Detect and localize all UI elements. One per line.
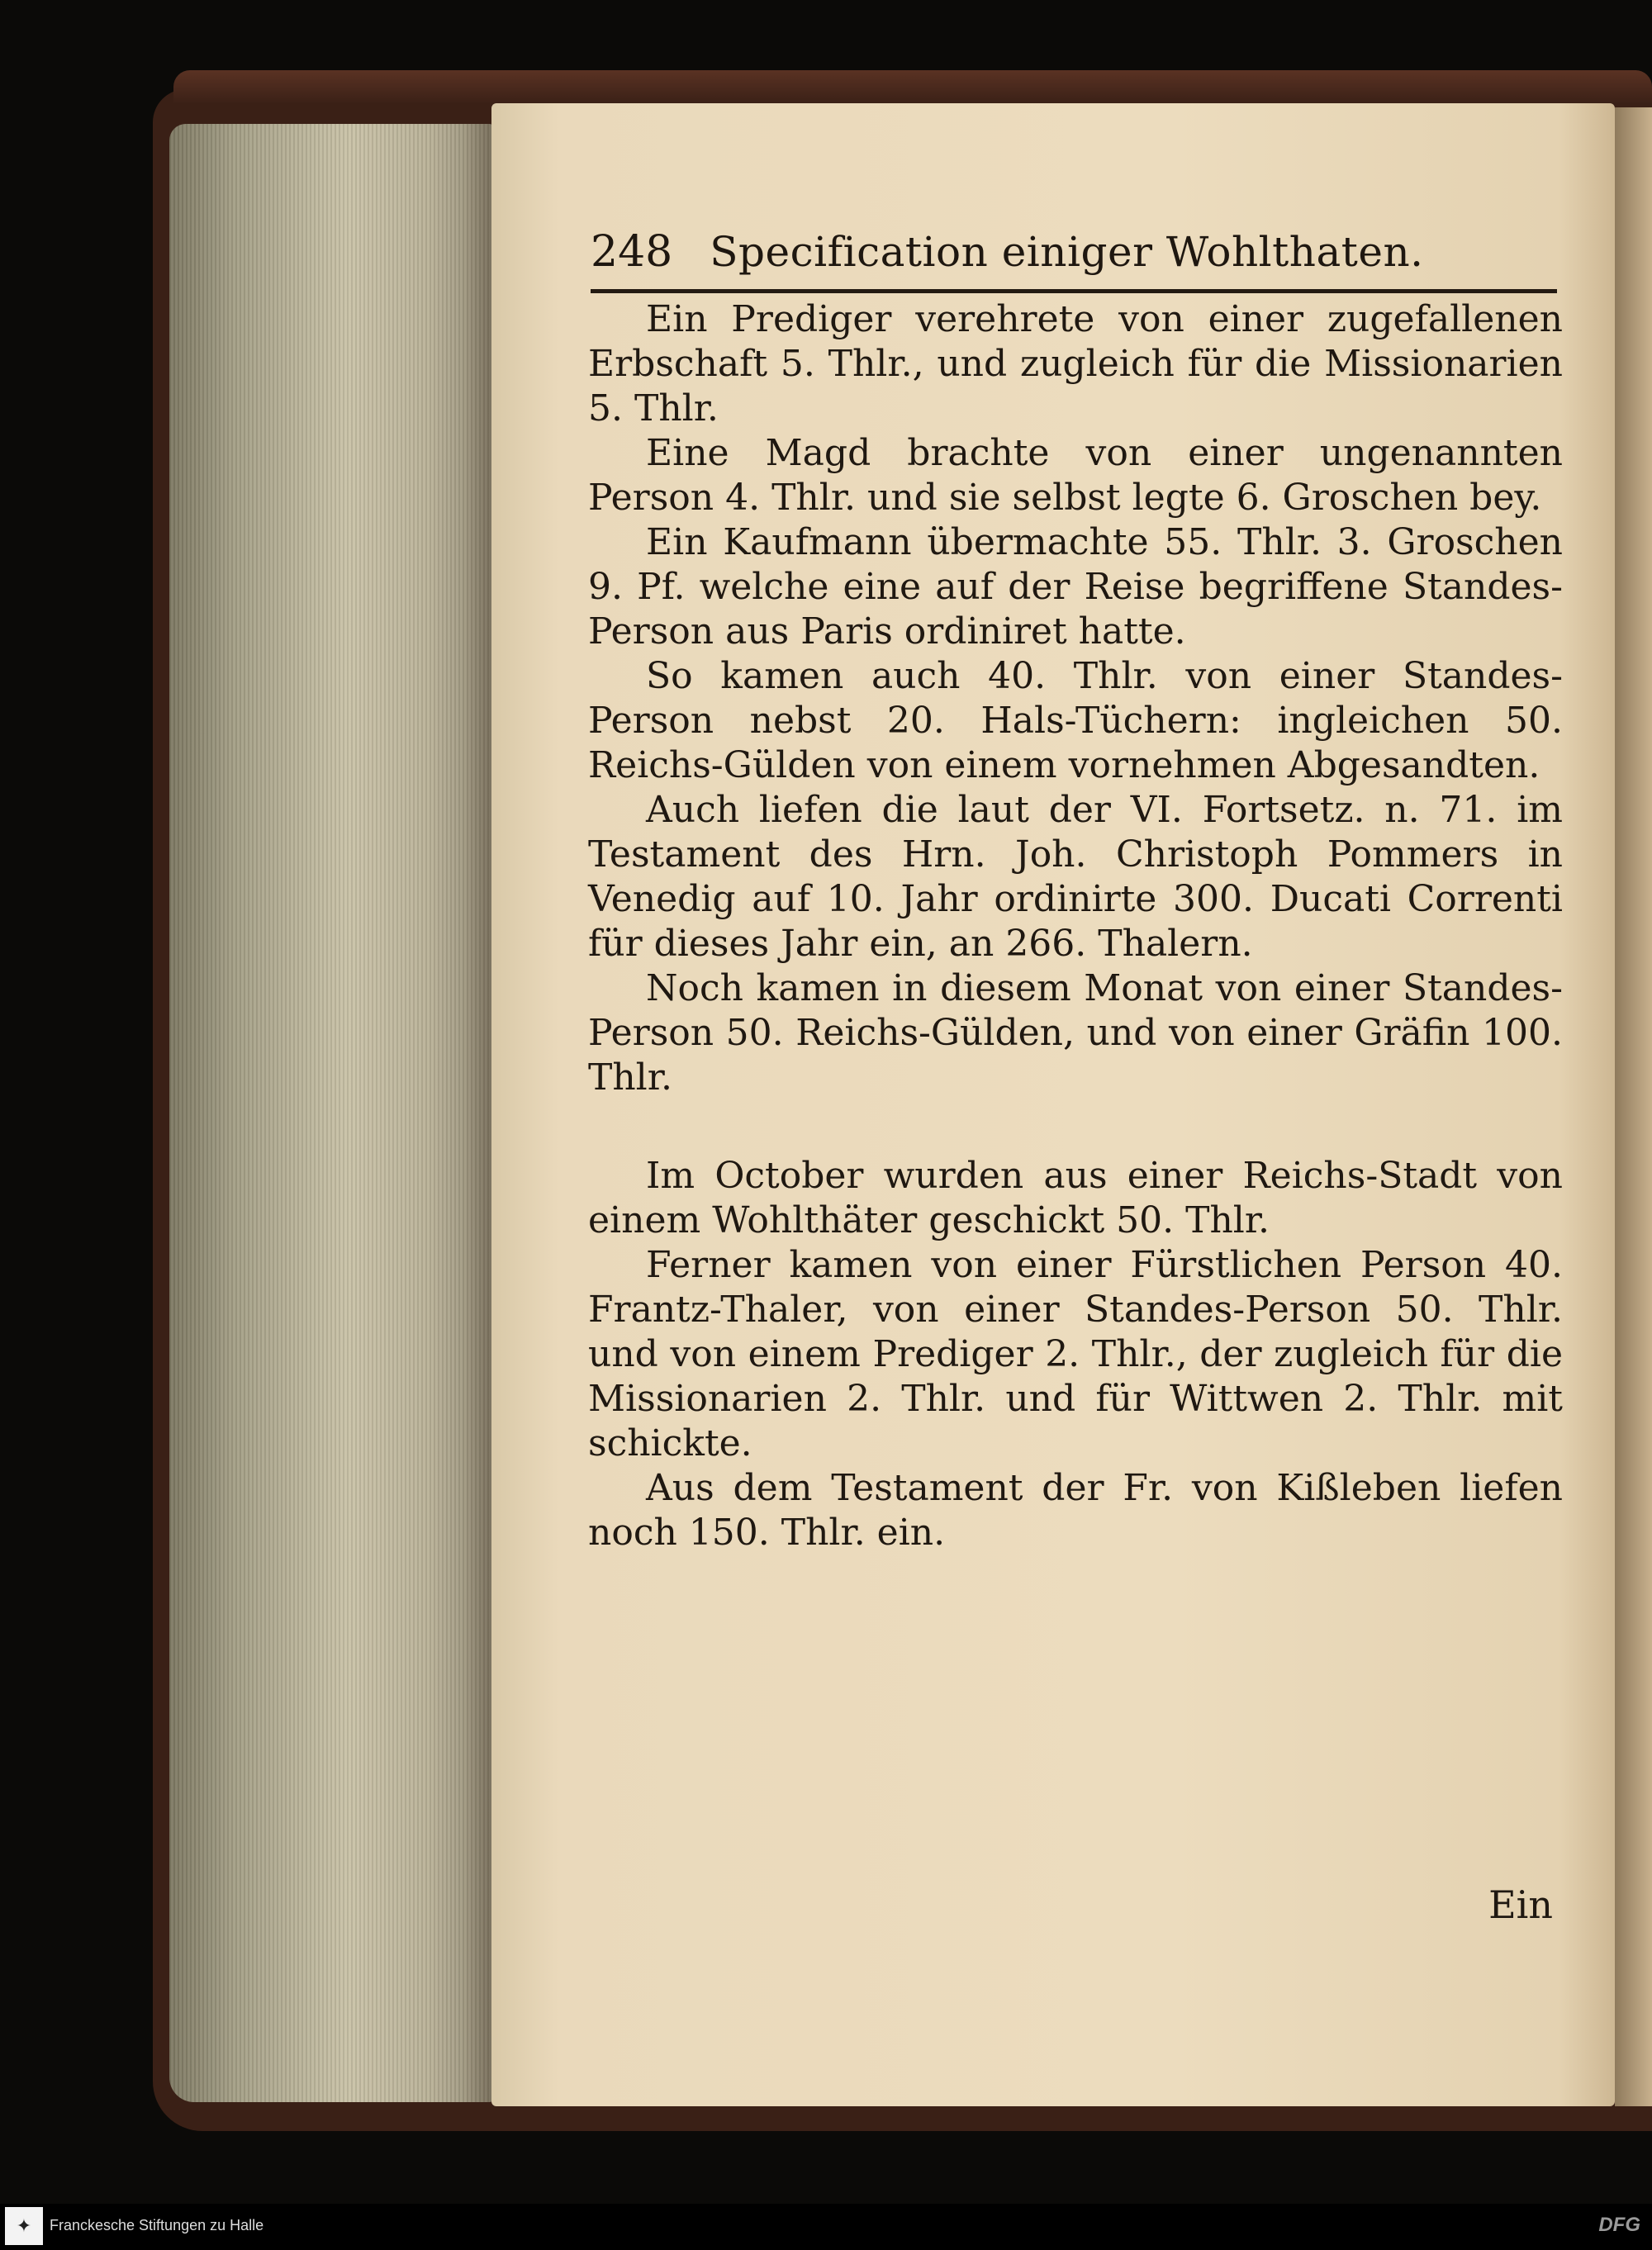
adjacent-page-edge [1615, 107, 1652, 2106]
francke-logo-icon[interactable]: ✦ [5, 2207, 43, 2245]
running-head [591, 211, 1557, 277]
page-number: 248 [591, 227, 673, 277]
page-text [588, 297, 1563, 1555]
paragraph: Ferner kamen von einer Fürstlichen Person 40. Frantz-Thaler, von einer Standes-Person 50. Thlr. und von einem Prediger 2. Thlr., der zugleich für die Missionarien 2. Thlr. und für Wittwen 2. Thlr. mit schickte. [588, 1244, 1563, 1464]
book-top-edge [173, 70, 1652, 103]
paragraph: Eine Magd brachte von einer ungenannten Person 4. Thlr. und sie selbst legte 6. Groschen bey. [588, 432, 1563, 519]
paragraph: Ein Kaufmann übermachte 55. Thlr. 3. Groschen 9. Pf. welche eine auf der Reise begriffene Standes-Person aus Paris ordiniret hatte. [588, 521, 1563, 653]
paragraph: Aus dem Testament der Fr. von Kißleben liefen noch 150. Thlr. ein. [588, 1467, 1563, 1554]
paragraph: So kamen auch 40. Thlr. von einer Standes-Person nebst 20. Hals-Tüchern: ingleichen 50. Reichs-Gülden von einem vornehmen Abgesandten. [588, 655, 1563, 786]
paragraph: Ein Prediger verehrete von einer zugefallenen Erbschaft 5. Thlr., und zugleich für die Missionarien 5. Thlr. [588, 298, 1563, 430]
paragraph: Noch kamen in diesem Monat von einer Standes-Person 50. Reichs-Gülden, und von einer Gräfin 100. Thlr. [588, 967, 1563, 1099]
header-rule [591, 289, 1557, 293]
paragraph: Auch liefen die laut der VI. Fortsetz. n. 71. im Testament des Hrn. Joh. Christoph Pommers in Venedig auf 10. Jahr ordinirte 300. Ducati Correnti für dieses Jahr ein, an 266. Thalern. [588, 789, 1563, 965]
catchword: Ein [1488, 1882, 1553, 1927]
running-title: Specification einiger Wohlthaten. [710, 228, 1424, 276]
dfg-logo[interactable]: DFG [1598, 2214, 1640, 2236]
paragraph: Im October wurden aus einer Reichs-Stadt von einem Wohlthäter geschickt 50. Thlr. [588, 1155, 1563, 1241]
footer-institution[interactable]: Franckesche Stiftungen zu Halle [50, 2217, 264, 2233]
book-fore-edge [169, 124, 496, 2102]
